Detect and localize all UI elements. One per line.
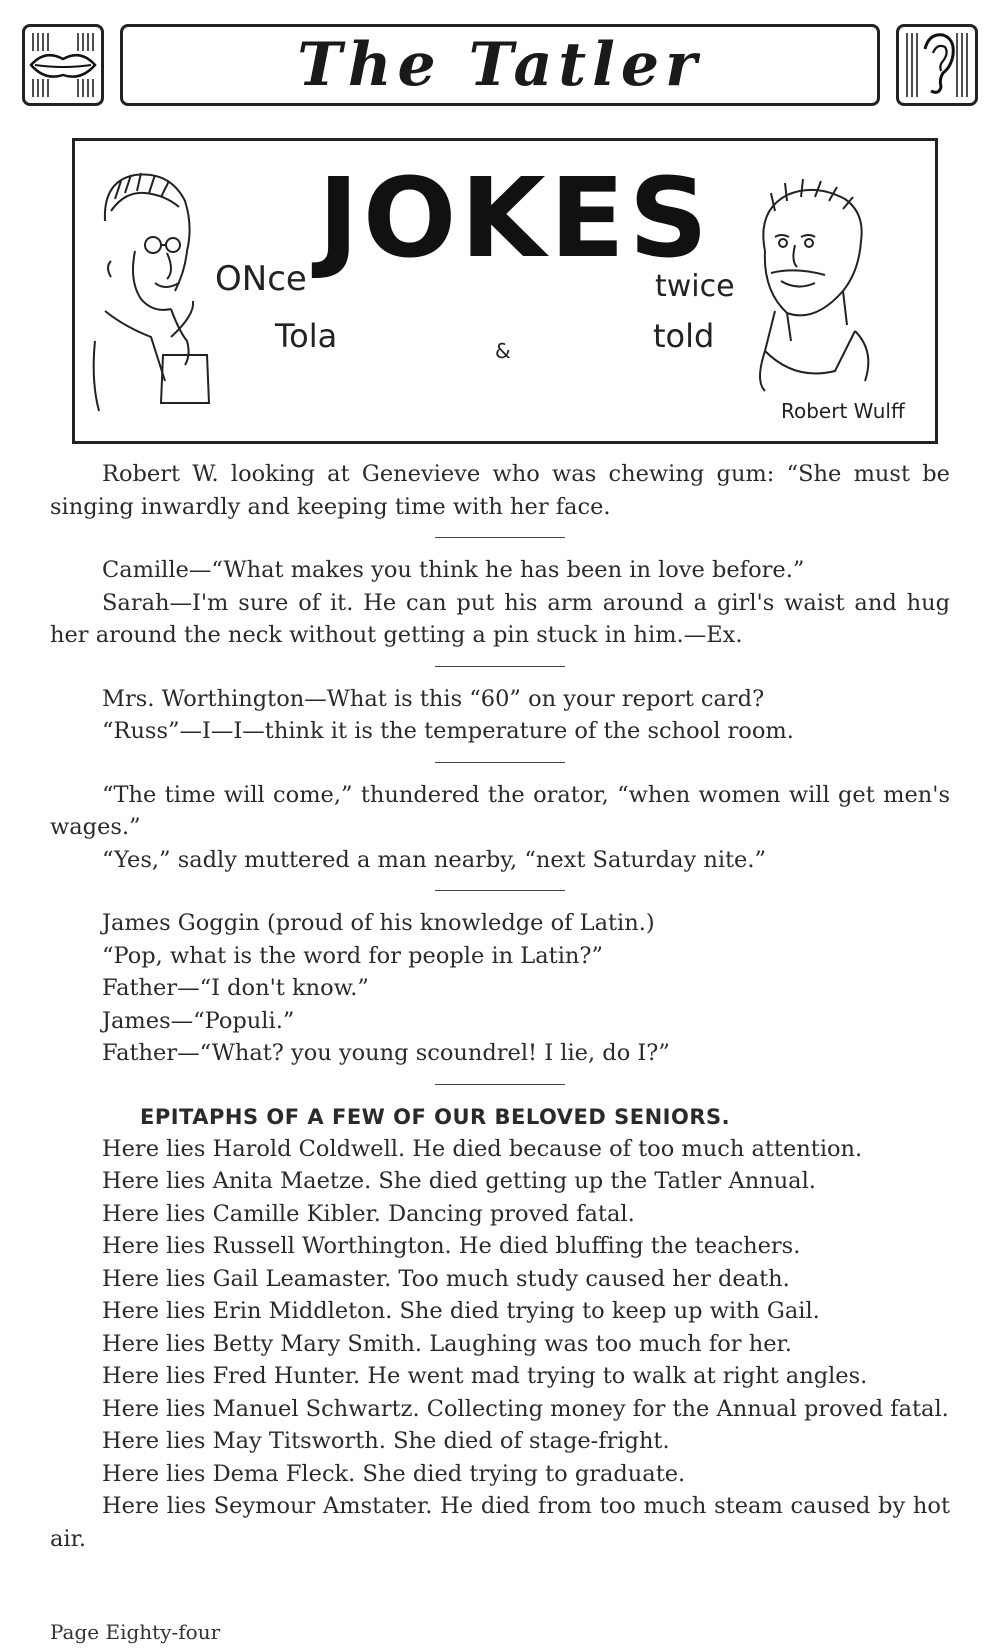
masthead-title: The Tatler	[297, 30, 703, 100]
epitaph-line: Here lies May Titsworth. She died of stage-fright.	[102, 1428, 670, 1454]
joke-paragraph: James Goggin (proud of his knowledge of Latin.)	[102, 910, 655, 936]
joke-paragraph: James—“Populi.”	[102, 1007, 295, 1034]
divider	[435, 890, 565, 891]
divider	[435, 537, 565, 538]
jokes-title: JOKES	[317, 154, 713, 282]
joke-paragraph: Sarah—I'm sure of it. He can put his arm around a girl's waist and hug her around the neck without getting a pin stuck in him.—Ex.	[50, 589, 950, 648]
divider	[435, 1084, 565, 1085]
twice-label: twice	[655, 269, 735, 304]
joke-paragraph: Father—“I don't know.”	[102, 975, 369, 1001]
joke-paragraph: Robert W. looking at Genevieve who was chewing gum: “She must be singing inwardly and keeping time with her face.	[50, 461, 950, 520]
joke-paragraph: “The time will come,” thundered the orator, “when women will get men's wages.”	[50, 781, 950, 840]
ampersand-label: &	[495, 339, 511, 363]
epitaph-line: Here lies Harold Coldwell. He died because of too much attention.	[102, 1135, 863, 1162]
epitaph-line: Here lies Russell Worthington. He died bluffing the teachers.	[102, 1233, 801, 1259]
jokes-banner	[72, 138, 938, 444]
joke-paragraph: “Pop, what is the word for people in Latin?”	[102, 942, 603, 969]
joke-paragraph: Father—“What? you young scoundrel! I lie, do I?”	[102, 1040, 670, 1066]
epitaphs-heading: EPITAPHS OF A FEW OF OUR BELOVED SENIORS.	[140, 1104, 731, 1129]
joke-paragraph: “Yes,” sadly muttered a man nearby, “next Saturday nite.”	[102, 846, 767, 873]
masthead-title-frame	[120, 24, 880, 106]
epitaph-line: Here lies Gail Leamaster. Too much study caused her death.	[102, 1265, 790, 1292]
epitaph-line: Here lies Anita Maetze. She died getting up the Tatler Annual.	[102, 1168, 816, 1194]
epitaph-line: Here lies Fred Hunter. He went mad trying to walk at right angles.	[102, 1363, 868, 1389]
once-label: ONce	[215, 259, 307, 299]
told-label-right: told	[653, 317, 715, 355]
told-label-left: Tola	[275, 317, 338, 355]
lips-icon	[22, 24, 104, 106]
artist-signature: Robert Wulff	[781, 399, 905, 423]
ear-icon	[896, 24, 978, 106]
joke-paragraph: Mrs. Worthington—What is this “60” on your report card?	[102, 685, 765, 712]
joke-paragraph: “Russ”—I—I—think it is the temperature of the school room.	[102, 718, 794, 744]
jokes-section	[50, 458, 950, 1555]
masthead	[18, 22, 982, 108]
epitaph-line: Here lies Erin Middleton. She died trying to keep up with Gail.	[102, 1298, 820, 1324]
divider	[435, 762, 565, 763]
epitaph-line: Here lies Betty Mary Smith. Laughing was too much for her.	[102, 1330, 792, 1357]
epitaph-line: Here lies Dema Fleck. She died trying to graduate.	[102, 1460, 686, 1487]
epitaph-line: Here lies Manuel Schwartz. Collecting money for the Annual proved fatal.	[102, 1395, 949, 1422]
epitaph-line: Here lies Camille Kibler. Dancing proved fatal.	[102, 1200, 635, 1227]
divider	[435, 666, 565, 667]
joke-paragraph: Camille—“What makes you think he has been in love before.”	[102, 557, 805, 583]
epitaph-line: Here lies Seymour Amstater. He died from too much steam caused by hot air.	[50, 1493, 950, 1552]
page-number: Page Eighty-four	[50, 1620, 221, 1644]
